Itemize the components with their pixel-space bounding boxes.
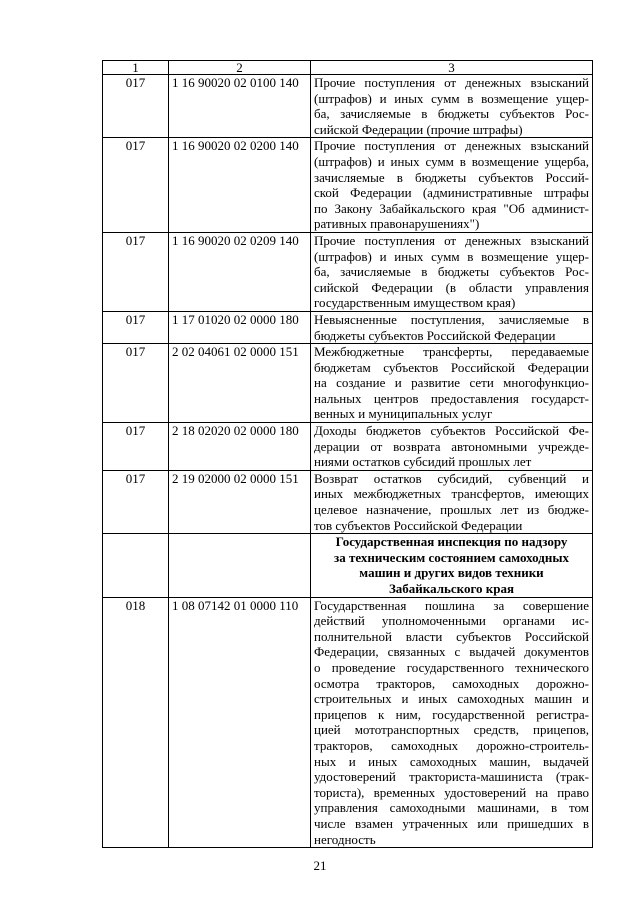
- description-line: управления самоходными машинами, в том: [314, 800, 589, 816]
- budget-code-cell: 2 19 02000 02 0000 151: [169, 470, 311, 533]
- description-line: полнительной власти субъектов Российской: [314, 628, 589, 644]
- description-line: тракторов, самоходных дорожно-строитель-: [314, 737, 589, 753]
- description-cell: [311, 597, 593, 848]
- column-header-admin: 1: [103, 61, 169, 75]
- description-line: ториста), временных удостоверений на право: [314, 784, 589, 800]
- admin-code-cell: 017: [103, 423, 169, 471]
- section-title-line: за техническим состоянием самоходных: [334, 549, 569, 565]
- description-line: Межбюджетные трансферты, передаваемые: [314, 344, 589, 360]
- page-number: 21: [313, 858, 327, 873]
- admin-code-cell: 017: [103, 75, 169, 138]
- section-title-line: Государственная инспекция по надзору: [335, 534, 568, 550]
- table-row: [103, 597, 593, 848]
- section-title-line: машин и других видов техники: [359, 565, 544, 581]
- budget-code-cell: 2 02 04061 02 0000 151: [169, 344, 311, 423]
- description-cell: [311, 470, 593, 533]
- table-row: [103, 75, 593, 138]
- description-line: прицепов к ним, государственной регистра-: [314, 706, 589, 722]
- section-title-cell: [311, 534, 593, 597]
- description-line: бюджетам субъектов Российской Федерации: [314, 359, 589, 375]
- description-line: осмотра тракторов, самоходных дорожно-: [314, 675, 589, 691]
- description-line: ской Федерации (административные штрафы: [314, 185, 589, 201]
- description-line: (штрафов) и иных сумм в возмещение ущерба,: [314, 153, 589, 169]
- budget-code-cell: [169, 534, 311, 597]
- description-line: сийской Федерации (прочие штрафы): [314, 121, 523, 137]
- description-line: бюджеты субъектов Российской Федерации: [314, 327, 556, 343]
- admin-code-cell: 017: [103, 311, 169, 343]
- description-line: (штрафов) и иных сумм в возмещение ущер-: [314, 90, 589, 106]
- description-line: о проведение государственного технического: [314, 659, 589, 675]
- description-line: (штрафов) и иных сумм в возмещение ущер-: [314, 248, 589, 264]
- description-cell: [311, 423, 593, 471]
- description-line: по Закону Забайкальского края "Об админист-: [314, 200, 589, 216]
- admin-code-cell: 017: [103, 344, 169, 423]
- budget-code-cell: 1 16 90020 02 0200 140: [169, 138, 311, 233]
- description-line: венных и муниципальных услуг: [314, 406, 493, 422]
- table-header-row: [103, 61, 593, 75]
- table-row: [103, 423, 593, 471]
- budget-code-cell: 1 08 07142 01 0000 110: [169, 597, 311, 848]
- description-line: нальных центров предоставления государст-: [314, 390, 589, 406]
- description-line: государственным имуществом края): [314, 295, 516, 311]
- budget-code-cell: 1 16 90020 02 0100 140: [169, 75, 311, 138]
- budget-code-cell: 2 18 02020 02 0000 180: [169, 423, 311, 471]
- description-line: Государственная пошлина за совершение: [314, 597, 589, 613]
- admin-code-cell: 017: [103, 232, 169, 311]
- description-line: негодность: [314, 831, 376, 847]
- table-body: [103, 75, 593, 848]
- budget-classification-table: [102, 60, 593, 848]
- section-title-line: Забайкальского края: [388, 581, 515, 596]
- description-line: ниями остатков субсидий прошлых лет: [314, 454, 532, 470]
- description-line: ба, зачисляемые в бюджеты субъектов Рос-: [314, 106, 589, 122]
- budget-code-cell: 1 16 90020 02 0209 140: [169, 232, 311, 311]
- description-line: числе взамен утраченных или пришедших в: [314, 815, 589, 831]
- description-line: Возврат остатков субсидий, субвенций и: [314, 470, 589, 486]
- description-cell: [311, 75, 593, 138]
- description-line: иных межбюджетных трансфертов, имеющих: [314, 486, 589, 502]
- table-row: [103, 470, 593, 533]
- table-row: [103, 311, 593, 343]
- description-line: ба, зачисляемые в бюджеты субъектов Рос-: [314, 264, 589, 280]
- column-header-code: 2: [169, 61, 311, 75]
- table-row: [103, 344, 593, 423]
- admin-code-cell: [103, 534, 169, 597]
- section-header-row: [103, 534, 593, 597]
- description-line: Прочие поступления от денежных взысканий: [314, 75, 589, 90]
- table-row: [103, 232, 593, 311]
- description-line: действий уполномоченными органами ис-: [314, 613, 589, 629]
- description-line: Доходы бюджетов субъектов Российской Фе-: [314, 423, 589, 439]
- description-line: Прочие поступления от денежных взысканий: [314, 232, 589, 248]
- description-line: на создание и развитие сети многофункцио-: [314, 375, 589, 391]
- admin-code-cell: 017: [103, 138, 169, 233]
- budget-code-cell: 1 17 01020 02 0000 180: [169, 311, 311, 343]
- description-line: Федерации, связанных с выдачей документов: [314, 644, 589, 660]
- description-cell: [311, 344, 593, 423]
- description-cell: [311, 232, 593, 311]
- description-line: целевое назначение, прошлых лет из бюдже-: [314, 502, 589, 518]
- description-line: Прочие поступления от денежных взысканий: [314, 138, 589, 154]
- description-line: тов субъектов Российской Федерации: [314, 517, 523, 533]
- admin-code-cell: 018: [103, 597, 169, 848]
- description-cell: [311, 138, 593, 233]
- description-line: ративных правонарушениях"): [314, 216, 480, 232]
- description-line: цией мототранспортных средств, прицепов,: [314, 722, 589, 738]
- description-line: удостоверений тракториста-машиниста (трак-: [314, 769, 589, 785]
- description-line: Невыясненные поступления, зачисляемые в: [314, 311, 589, 327]
- description-line: дерации от возврата автономными учрежде-: [314, 438, 589, 454]
- column-header-description: 3: [311, 61, 593, 75]
- admin-code-cell: 017: [103, 470, 169, 533]
- table-row: [103, 138, 593, 233]
- description-cell: [311, 311, 593, 343]
- description-line: строительных и иных самоходных машин и: [314, 691, 589, 707]
- description-line: сийской Федерации (в области управления: [314, 279, 589, 295]
- description-line: зачисляемые в бюджеты субъектов Россий-: [314, 169, 589, 185]
- description-line: ных и иных самоходных машин, выдачей: [314, 753, 589, 769]
